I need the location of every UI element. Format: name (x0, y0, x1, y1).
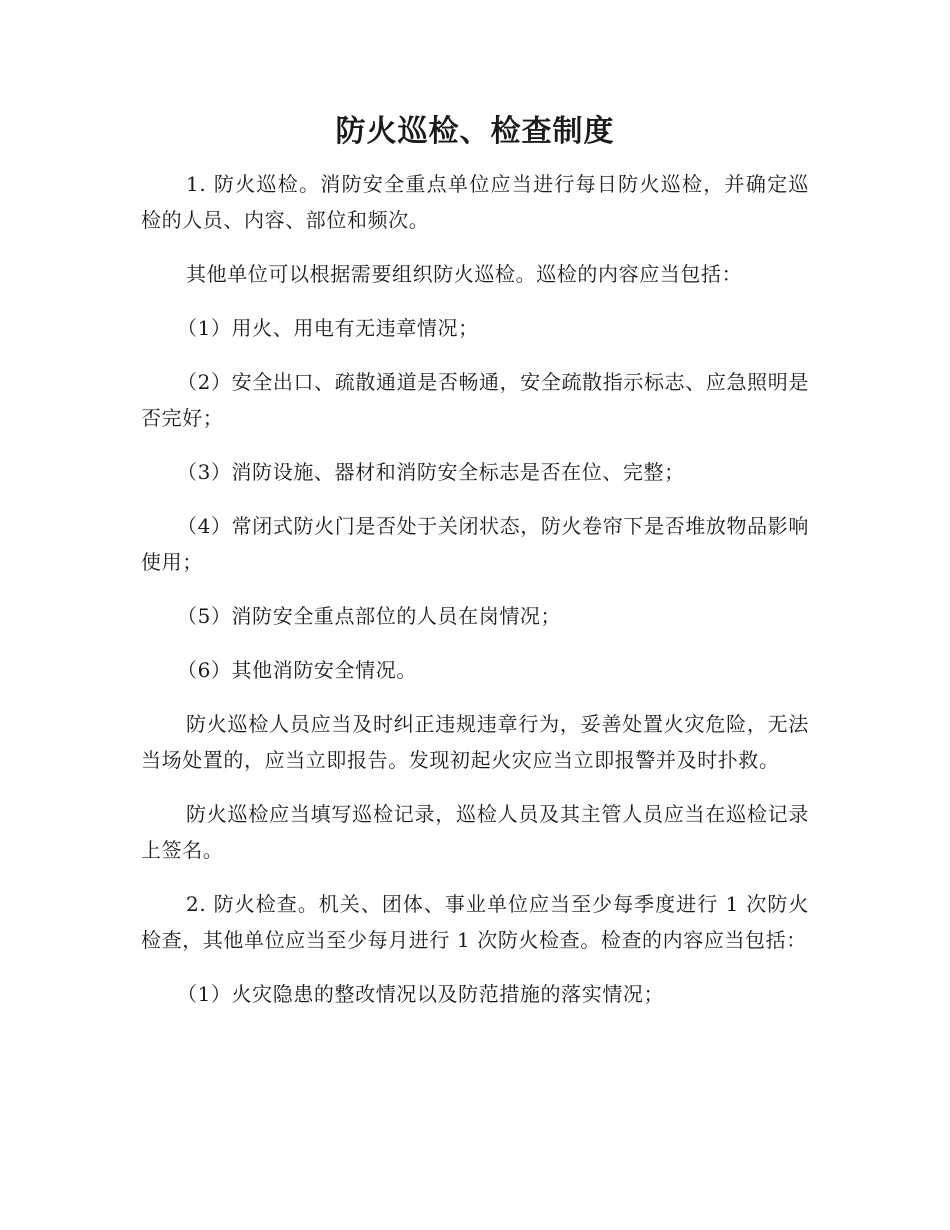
paragraph-section-2-intro: 2. 防火检查。机关、团体、事业单位应当至少每季度进行 1 次防火检查，其他单位应当至少每月进行 1 次防火检查。检查的内容应当包括： (141, 892, 809, 952)
paragraph-patrol-records: 防火巡检应当填写巡检记录，巡检人员及其主管人员应当在巡检记录上签名。 (141, 802, 809, 862)
paragraph-item-2: （2）安全出口、疏散通道是否畅通，安全疏散指示标志、应急照明是否完好； (141, 370, 809, 430)
paragraph-patrol-duties: 防火巡检人员应当及时纠正违规违章行为，妥善处置火灾危险，无法当场处置的，应当立即报告。发现初起火灾应当立即报警并及时扑救。 (141, 712, 809, 772)
paragraph-item-6: （6）其他消防安全情况。 (177, 658, 417, 682)
paragraph-item-1: （1）用火、用电有无违章情况； (177, 316, 479, 340)
paragraph-item-5: （5）消防安全重点部位的人员在岗情况； (177, 604, 562, 628)
paragraph-item-3: （3）消防设施、器材和消防安全标志是否在位、完整； (177, 460, 685, 484)
paragraph-inspection-content-intro: 其他单位可以根据需要组织防火巡检。巡检的内容应当包括： (186, 262, 743, 286)
paragraph-section-1-intro: 1. 防火巡检。消防安全重点单位应当进行每日防火巡检，并确定巡检的人员、内容、部位和频次。 (141, 172, 809, 232)
paragraph-item-4: （4）常闭式防火门是否处于关闭状态，防火卷帘下是否堆放物品影响使用； (141, 514, 809, 574)
paragraph-check-item-1: （1）火灾隐患的整改情况以及防范措施的落实情况； (177, 982, 665, 1006)
document-body (141, 166, 809, 1030)
document-title: 防火巡检、检查制度 (335, 114, 615, 149)
